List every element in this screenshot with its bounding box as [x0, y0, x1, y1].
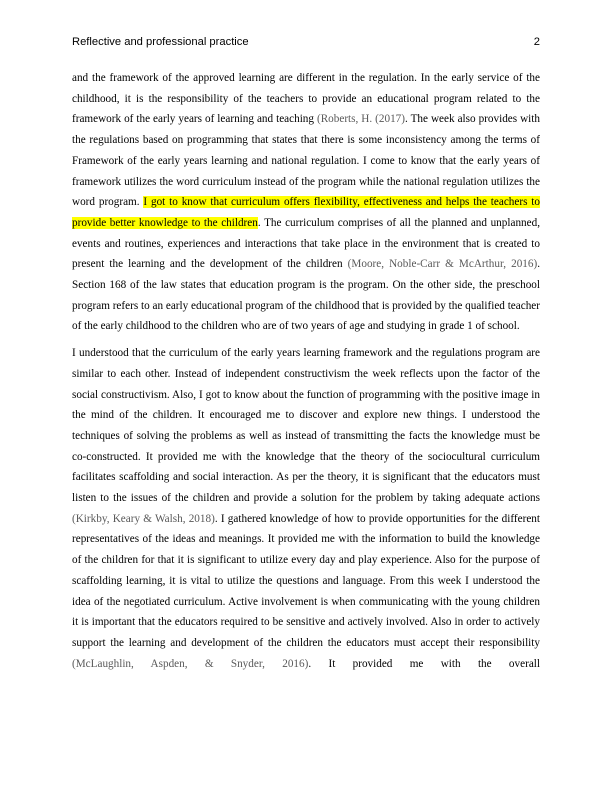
- text-segment: . The week also provides with the regulations based on programming that states that there is some inconsistency among the terms of Framework of the early years learning and national regulation. I come to know that the early years of framework utilizes the word curriculum instead of the program while the national regulation utilizes the word program.: [72, 113, 540, 209]
- text-segment: and the framework of the approved learning are different in the regulation. In the early service of the childhood, it is the responsibility of the teachers to provide an educational program related to the framework of the early years of learning and teaching: [72, 72, 540, 126]
- highlighted-text: I got to know that curriculum offers flexibility, effectiveness and helps the teachers to provide better knowledge to the children: [72, 196, 540, 229]
- citation: (McLaughlin, Aspden, & Snyder, 2016): [72, 657, 309, 670]
- page-number: 2: [533, 36, 540, 48]
- citation: (Moore, Noble-Carr & McArthur, 2016): [347, 258, 538, 271]
- header-title: Reflective and professional practice: [72, 36, 249, 48]
- text-segment: . Section 168 of the law states that education program is the program. On the other side, the preschool program refers to an early educational program of the childhood that is provided by the qualified teacher of the early childhood to the children who are of two years of age and studying in grade 1 of school.: [72, 258, 541, 333]
- body-text: [72, 68, 540, 674]
- citation: (Kirkby, Keary & Walsh, 2018): [72, 512, 215, 525]
- text-segment: . It provided me with the overall: [308, 657, 540, 670]
- paragraph-1: [72, 68, 540, 337]
- paragraph-2: [72, 343, 540, 674]
- text-segment: . I gathered knowledge of how to provide opportunities for the different representatives of the ideas and meanings. It provided me with the information to build the knowledge of the children for that it is significant to utilize every day and play experience. Also for the purpose of scaffolding learning, it is vital to utilize the questions and language. From this week I understood the idea of the negotiated curriculum. Active involvement is when communicating with the young children it is important that the educators required to be sensitive and actively involved. Also in order to actively support the learning and development of the children the educators must accept their responsibility: [72, 512, 540, 649]
- text-segment: I understood that the curriculum of the early years learning framework and the regulations program are similar to each other. Instead of independent constructivism the week reflects upon the factor of the social constructivism. Also, I got to know about the function of programming with the positive image in the mind of the children. It encouraged me to discover and explore new things. I understood the techniques of solving the problems as well as instead of transmitting the facts the knowledge must be co-constructed. It provided me with the knowledge that the theory of the sociocultural curriculum facilitates scaffolding and social interaction. As per the theory, it is significant that the educators must listen to the issues of the children and provide a solution for the problem by taking adequate actions: [72, 347, 540, 505]
- page-header: [72, 36, 540, 50]
- citation: (Roberts, H. (2017): [316, 113, 405, 126]
- text-segment: . The curriculum comprises of all the planned and unplanned, events and routines, experiences and interactions that take place in the environment that is created to present the learning and the development of the children: [72, 216, 540, 271]
